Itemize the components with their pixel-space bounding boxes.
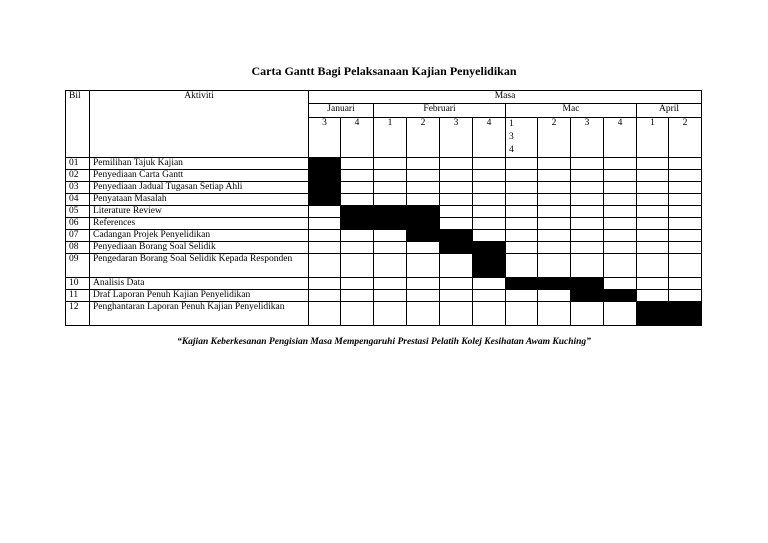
gantt-empty-cell (440, 254, 473, 278)
gantt-empty-cell (637, 170, 669, 182)
gantt-empty-cell (374, 170, 407, 182)
gantt-empty-cell (440, 278, 473, 290)
row-number: 10 (66, 278, 90, 290)
row-number: 03 (66, 182, 90, 194)
activity-name: Penyediaan Jadual Tugasan Setiap Ahli (90, 182, 309, 194)
gantt-empty-cell (407, 290, 440, 302)
activity-name: Penyediaan Borang Soal Selidik (90, 242, 309, 254)
gantt-bar-cell (440, 242, 473, 254)
gantt-empty-cell (604, 158, 637, 170)
gantt-empty-cell (571, 182, 604, 194)
table-row (66, 206, 702, 218)
gantt-empty-cell (374, 242, 407, 254)
table-row (66, 158, 702, 170)
row-number: 07 (66, 230, 90, 242)
gantt-empty-cell (538, 290, 571, 302)
gantt-empty-cell (341, 278, 374, 290)
gantt-empty-cell (407, 302, 440, 326)
gantt-empty-cell (309, 278, 341, 290)
gantt-empty-cell (309, 242, 341, 254)
week-header: 4 (473, 118, 506, 158)
gantt-empty-cell (341, 194, 374, 206)
gantt-empty-cell (669, 278, 702, 290)
gantt-empty-cell (440, 158, 473, 170)
gantt-bar-cell (341, 218, 374, 230)
gantt-empty-cell (506, 230, 538, 242)
masa-header: Masa (309, 91, 702, 104)
gantt-empty-cell (341, 170, 374, 182)
gantt-empty-cell (571, 158, 604, 170)
gantt-empty-cell (341, 290, 374, 302)
gantt-bar-cell (538, 278, 571, 290)
gantt-bar-cell (309, 194, 341, 206)
gantt-empty-cell (440, 194, 473, 206)
gantt-bar-cell (341, 206, 374, 218)
week-header: 2 (538, 118, 571, 158)
activity-name: Penyediaan Carta Gantt (90, 170, 309, 182)
gantt-table (65, 90, 702, 326)
activity-name: Pemilihan Tajuk Kajian (90, 158, 309, 170)
table-row (66, 290, 702, 302)
gantt-empty-cell (309, 290, 341, 302)
gantt-empty-cell (341, 230, 374, 242)
row-number: 09 (66, 254, 90, 278)
gantt-empty-cell (309, 206, 341, 218)
gantt-empty-cell (506, 290, 538, 302)
gantt-bar-cell (571, 290, 604, 302)
table-row (66, 230, 702, 242)
gantt-empty-cell (669, 242, 702, 254)
gantt-empty-cell (669, 218, 702, 230)
table-row (66, 170, 702, 182)
gantt-empty-cell (374, 302, 407, 326)
gantt-empty-cell (309, 230, 341, 242)
gantt-empty-cell (604, 302, 637, 326)
gantt-empty-cell (604, 170, 637, 182)
gantt-empty-cell (309, 218, 341, 230)
gantt-empty-cell (571, 206, 604, 218)
gantt-empty-cell (604, 230, 637, 242)
gantt-empty-cell (604, 278, 637, 290)
gantt-empty-cell (341, 302, 374, 326)
week-header: 2 (407, 118, 440, 158)
gantt-bar-cell (374, 218, 407, 230)
gantt-bar-cell (407, 206, 440, 218)
gantt-empty-cell (341, 242, 374, 254)
activity-name: Penghantaran Laporan Penuh Kajian Penyelidikan (90, 302, 309, 326)
gantt-empty-cell (538, 206, 571, 218)
activity-name: References (90, 218, 309, 230)
study-title-footer: “Kajian Keberkesanan Pengisian Masa Mempengaruhi Prestasi Pelatih Kolej Kesihatan Awam Kuching” (177, 337, 591, 347)
gantt-empty-cell (374, 278, 407, 290)
gantt-empty-cell (604, 194, 637, 206)
gantt-empty-cell (473, 290, 506, 302)
month-header: Februari (374, 104, 506, 118)
gantt-bar-cell (309, 170, 341, 182)
gantt-empty-cell (309, 254, 341, 278)
gantt-empty-cell (341, 158, 374, 170)
table-row (66, 254, 702, 278)
gantt-bar-cell (637, 302, 669, 326)
gantt-empty-cell (506, 170, 538, 182)
gantt-empty-cell (669, 290, 702, 302)
gantt-empty-cell (440, 302, 473, 326)
gantt-empty-cell (407, 242, 440, 254)
gantt-empty-cell (440, 182, 473, 194)
gantt-empty-cell (473, 230, 506, 242)
gantt-bar-cell (374, 206, 407, 218)
gantt-bar-cell (309, 158, 341, 170)
gantt-empty-cell (341, 254, 374, 278)
gantt-empty-cell (669, 254, 702, 278)
aktiviti-header: Aktiviti (90, 91, 309, 158)
gantt-empty-cell (473, 302, 506, 326)
gantt-empty-cell (341, 182, 374, 194)
gantt-empty-cell (538, 242, 571, 254)
gantt-empty-cell (637, 182, 669, 194)
gantt-empty-cell (374, 194, 407, 206)
gantt-bar-cell (407, 218, 440, 230)
gantt-empty-cell (440, 170, 473, 182)
gantt-empty-cell (604, 218, 637, 230)
row-number: 02 (66, 170, 90, 182)
gantt-bar-cell (669, 302, 702, 326)
gantt-empty-cell (538, 194, 571, 206)
gantt-empty-cell (506, 158, 538, 170)
month-header: April (637, 104, 702, 118)
row-number: 08 (66, 242, 90, 254)
activity-name: Draf Laporan Penuh Kajian Penyelidikan (90, 290, 309, 302)
gantt-empty-cell (538, 182, 571, 194)
gantt-bar-cell (473, 242, 506, 254)
gantt-empty-cell (538, 302, 571, 326)
row-number: 04 (66, 194, 90, 206)
gantt-empty-cell (637, 206, 669, 218)
gantt-empty-cell (407, 194, 440, 206)
activity-name: Cadangan Projek Penyelidikan (90, 230, 309, 242)
gantt-empty-cell (506, 206, 538, 218)
gantt-empty-cell (669, 170, 702, 182)
week-header: 1 (637, 118, 669, 158)
gantt-empty-cell (637, 290, 669, 302)
gantt-empty-cell (440, 290, 473, 302)
gantt-empty-cell (473, 218, 506, 230)
gantt-empty-cell (637, 230, 669, 242)
gantt-empty-cell (440, 218, 473, 230)
gantt-bar-cell (604, 290, 637, 302)
gantt-empty-cell (538, 230, 571, 242)
gantt-empty-cell (637, 218, 669, 230)
bil-header: Bil (66, 91, 90, 158)
gantt-empty-cell (506, 254, 538, 278)
gantt-empty-cell (571, 242, 604, 254)
gantt-empty-cell (407, 170, 440, 182)
gantt-empty-cell (637, 242, 669, 254)
gantt-empty-cell (407, 254, 440, 278)
gantt-empty-cell (374, 290, 407, 302)
week-header: 2 (669, 118, 702, 158)
row-number: 06 (66, 218, 90, 230)
week-header: 3 (571, 118, 604, 158)
gantt-empty-cell (473, 194, 506, 206)
table-row (66, 182, 702, 194)
gantt-empty-cell (571, 302, 604, 326)
activity-name: Penyataan Masalah (90, 194, 309, 206)
gantt-empty-cell (374, 254, 407, 278)
gantt-empty-cell (669, 194, 702, 206)
table-row (66, 242, 702, 254)
week-header: 4 (341, 118, 374, 158)
gantt-empty-cell (473, 206, 506, 218)
gantt-empty-cell (473, 182, 506, 194)
gantt-bar-cell (440, 230, 473, 242)
gantt-bar-cell (309, 182, 341, 194)
gantt-empty-cell (604, 254, 637, 278)
gantt-empty-cell (374, 182, 407, 194)
gantt-empty-cell (473, 170, 506, 182)
gantt-empty-cell (440, 206, 473, 218)
table-row (66, 302, 702, 326)
gantt-empty-cell (538, 254, 571, 278)
table-row (66, 218, 702, 230)
gantt-empty-cell (538, 170, 571, 182)
week-header: 4 (604, 118, 637, 158)
gantt-empty-cell (506, 182, 538, 194)
month-header: Mac (506, 104, 637, 118)
gantt-bar-cell (407, 230, 440, 242)
week-header: 1 3 4 (506, 118, 538, 158)
gantt-empty-cell (506, 242, 538, 254)
gantt-empty-cell (407, 182, 440, 194)
gantt-empty-cell (571, 218, 604, 230)
gantt-empty-cell (637, 158, 669, 170)
gantt-empty-cell (407, 278, 440, 290)
gantt-empty-cell (669, 206, 702, 218)
gantt-bar-cell (571, 278, 604, 290)
gantt-empty-cell (309, 302, 341, 326)
gantt-empty-cell (538, 158, 571, 170)
gantt-empty-cell (506, 302, 538, 326)
gantt-empty-cell (538, 218, 571, 230)
row-number: 12 (66, 302, 90, 326)
chart-title: Carta Gantt Bagi Pelaksanaan Kajian Penyelidikan (251, 64, 517, 78)
row-number: 01 (66, 158, 90, 170)
gantt-empty-cell (669, 230, 702, 242)
gantt-empty-cell (637, 278, 669, 290)
gantt-empty-cell (604, 242, 637, 254)
gantt-empty-cell (506, 218, 538, 230)
gantt-empty-cell (604, 182, 637, 194)
gantt-empty-cell (604, 206, 637, 218)
table-row (66, 278, 702, 290)
gantt-bar-cell (506, 278, 538, 290)
gantt-empty-cell (637, 194, 669, 206)
month-header: Januari (309, 104, 374, 118)
gantt-empty-cell (571, 194, 604, 206)
activity-name: Literature Review (90, 206, 309, 218)
table-row (66, 194, 702, 206)
activity-name: Analisis Data (90, 278, 309, 290)
gantt-bar-cell (473, 254, 506, 278)
row-number: 05 (66, 206, 90, 218)
gantt-empty-cell (473, 158, 506, 170)
week-header: 3 (309, 118, 341, 158)
row-number: 11 (66, 290, 90, 302)
gantt-empty-cell (407, 158, 440, 170)
gantt-empty-cell (669, 182, 702, 194)
week-header: 1 (374, 118, 407, 158)
gantt-empty-cell (374, 158, 407, 170)
week-header: 3 (440, 118, 473, 158)
gantt-empty-cell (473, 278, 506, 290)
gantt-empty-cell (571, 170, 604, 182)
gantt-empty-cell (571, 254, 604, 278)
activity-name: Pengedaran Borang Soal Selidik Kepada Responden (90, 254, 309, 278)
gantt-empty-cell (637, 254, 669, 278)
gantt-empty-cell (669, 158, 702, 170)
gantt-empty-cell (506, 194, 538, 206)
gantt-empty-cell (571, 230, 604, 242)
gantt-empty-cell (374, 230, 407, 242)
